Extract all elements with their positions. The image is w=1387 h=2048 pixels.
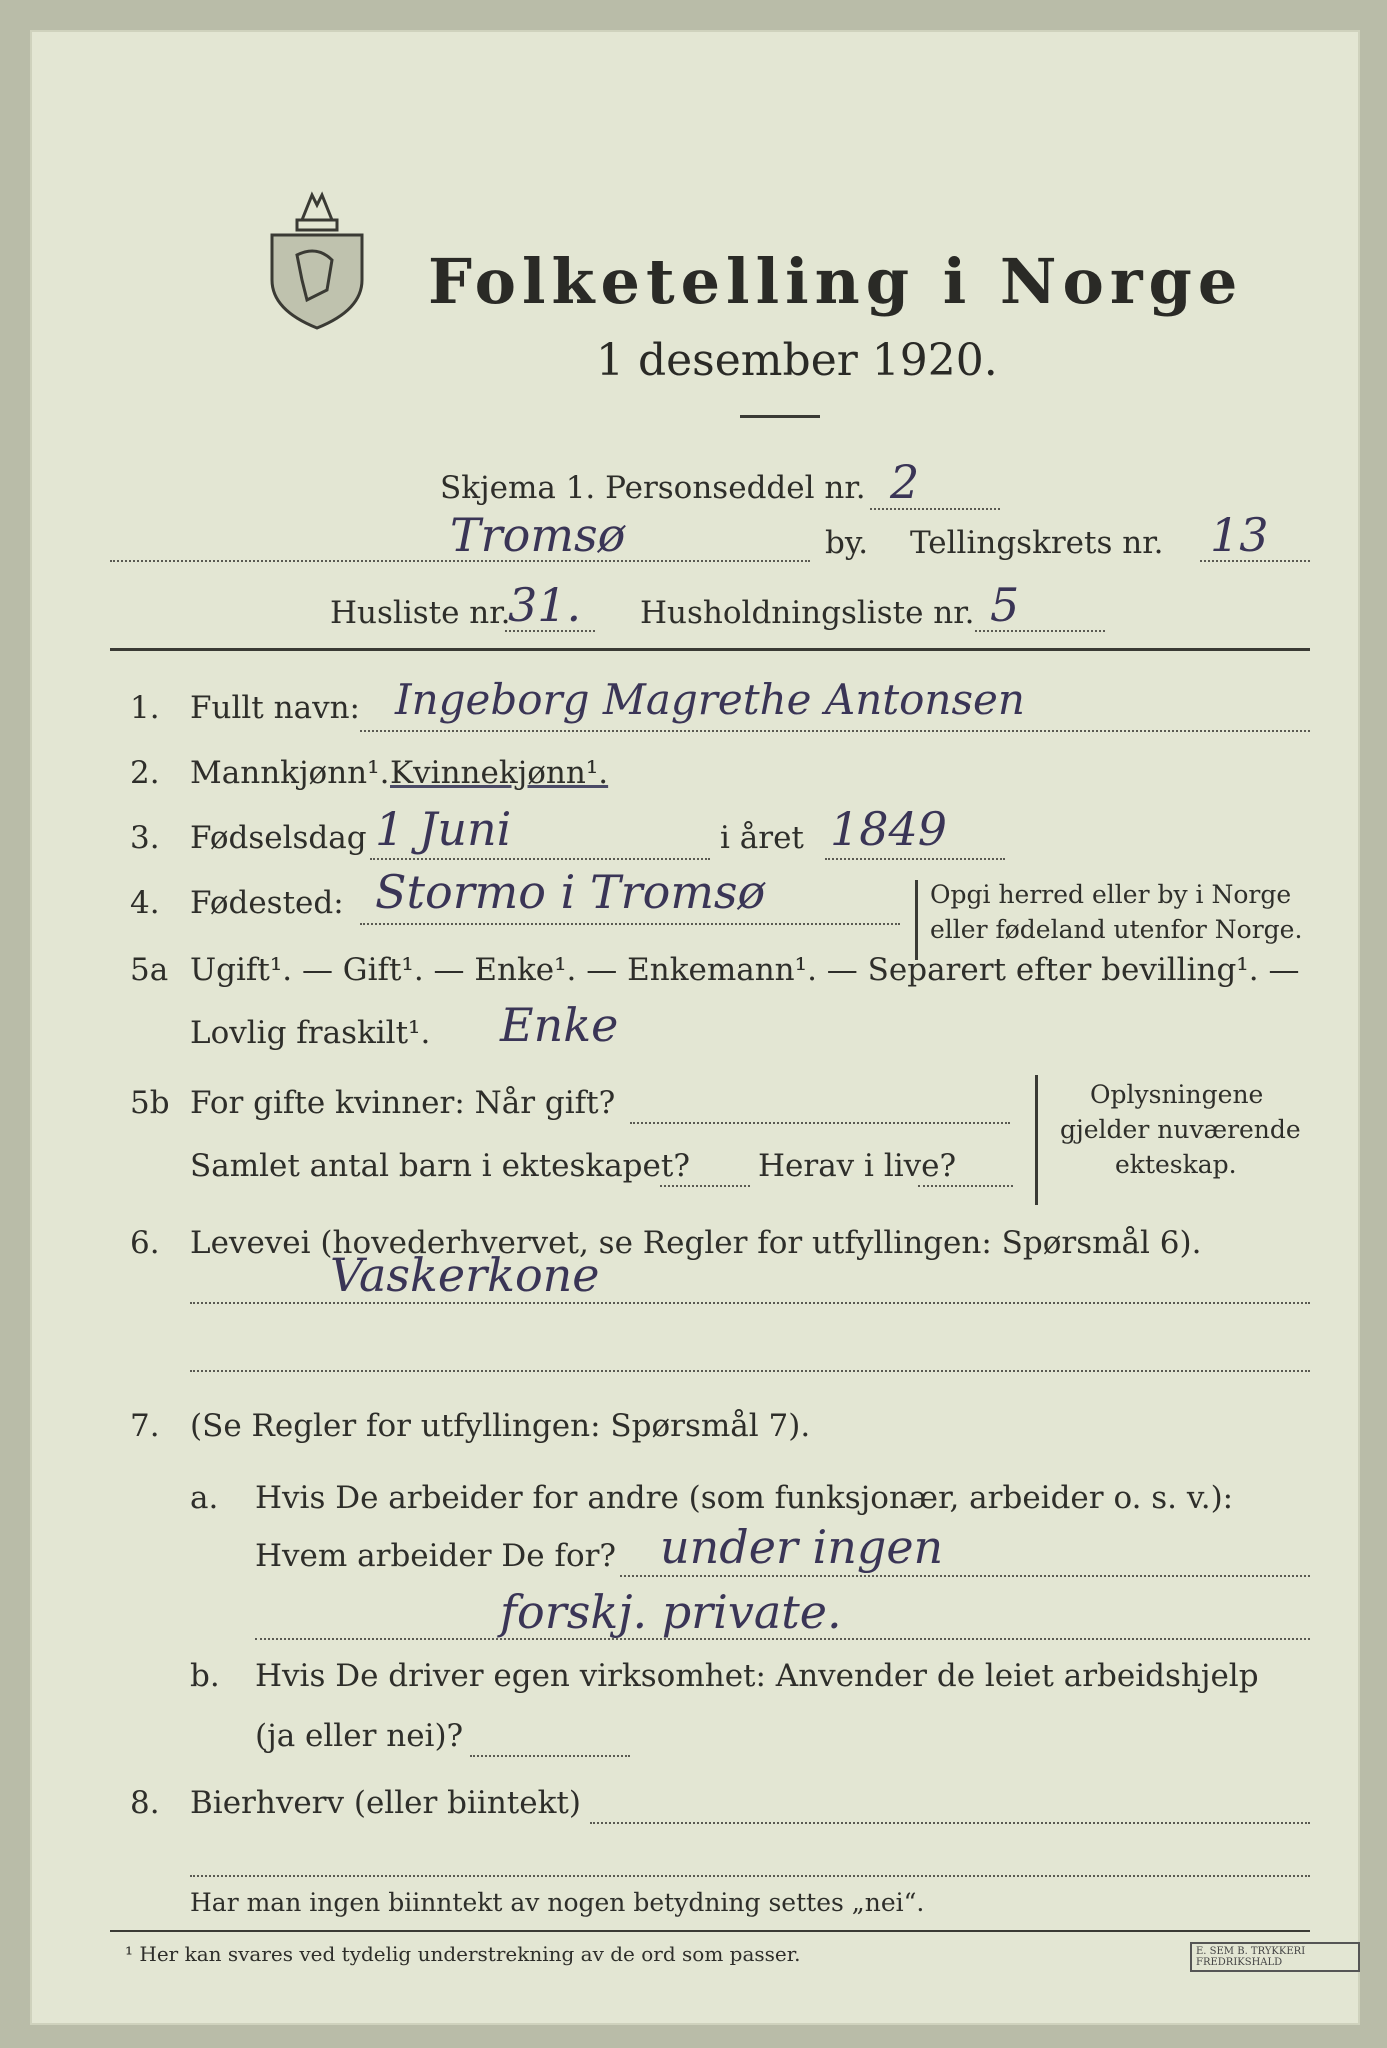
form-title: Folketelling i Norge [428,245,1244,318]
q7-label: (Se Regler for utfyllingen: Spørsmål 7). [190,1408,811,1444]
q4-note-1: Opgi herred eller by i Norge [930,880,1292,909]
q4-label: Fødested: [190,885,344,921]
q7b-question: (ja eller nei)? [255,1718,464,1754]
tellingskrets-label: Tellingskrets nr. [910,525,1164,561]
q6-occupation-value[interactable]: Vaskerkone [330,1248,600,1302]
coat-of-arms-icon [262,180,372,330]
q6-number: 6. [130,1225,160,1261]
q4-number: 4. [130,885,160,921]
q2-mann[interactable]: Mannkjønn¹. [190,755,390,791]
q7b-text: Hvis De driver egen virksomhet: Anvender de leiet arbeidshjelp [255,1658,1259,1694]
q2-number: 2. [130,755,160,791]
q5b-bracket [1035,1075,1038,1205]
q5b-children: Samlet antal barn i ekteskapet? [190,1148,690,1184]
q7b-line [470,1755,630,1757]
q5a-options[interactable]: Ugift¹. — Gift¹. — Enke¹. — Enkemann¹. — Separert efter bevilling¹. — [190,952,1300,988]
q8-line-1 [590,1822,1310,1824]
q3-year-value[interactable]: 1849 [830,802,948,856]
skjema-label: Skjema 1. Personseddel nr. [440,470,866,506]
q1-line [360,730,1310,732]
town-value[interactable]: Tromsø [450,508,626,562]
census-form [30,30,1360,2025]
q7a-employer-value-2[interactable]: forskj. private. [500,1585,842,1639]
q3-label: Fødselsdag [190,820,367,856]
footnote: ¹ Her kan svares ved tydelig understrekning av de ord som passer. [125,1942,801,1966]
q8-label: Bierhverv (eller biintekt) [190,1785,581,1821]
footer-rule [110,1930,1310,1932]
q8-line-2 [190,1875,1310,1877]
q7a-text: Hvis De arbeider for andre (som funksjonær, arbeider o. s. v.): [255,1480,1234,1516]
q5b-alive-line [918,1185,1013,1187]
q1-label: Fullt navn: [190,690,360,726]
q3-year-line [825,858,1005,860]
husliste-value[interactable]: 31. [508,578,582,632]
q5b-when-line [630,1122,1010,1124]
q7a-line-1 [620,1575,1310,1577]
q5a-fraskilt[interactable]: Lovlig fraskilt¹. [190,1015,431,1051]
q7b-number: b. [190,1658,220,1694]
tellingskrets-value[interactable]: 13 [1210,508,1269,562]
q7-number: 7. [130,1408,160,1444]
q4-birthplace-value[interactable]: Stormo i Tromsø [375,865,766,919]
q3-day-line [370,858,710,860]
q5a-value[interactable]: Enke [500,998,619,1052]
q3-number: 3. [130,820,160,856]
footer-note: Har man ingen biinntekt av nogen betydning settes „nei“. [190,1888,925,1917]
q8-number: 8. [130,1785,160,1821]
q1-full-name[interactable]: Ingeborg Magrethe Antonsen [395,675,1025,724]
q6-label: Levevei (hovederhvervet, se Regler for utfyllingen: Spørsmål 6). [190,1225,1202,1261]
q6-line-2 [190,1370,1310,1372]
printer-stamp: E. SEM B. TRYKKERI FREDRIKSHALD [1190,1942,1360,1972]
q7a-number: a. [190,1480,219,1516]
q5b-when-married: For gifte kvinner: Når gift? [190,1085,616,1121]
q3-year-label: i året [720,820,804,856]
q1-number: 1. [130,690,160,726]
q2-kvinne[interactable]: Kvinnekjønn¹. [390,755,609,791]
q5b-note-3: ekteskap. [1115,1150,1237,1179]
census-date: 1 desember 1920. [596,335,998,386]
husholdning-label: Husholdningsliste nr. [640,595,975,631]
q3-day-value[interactable]: 1 Juni [375,802,512,856]
personseddel-value[interactable]: 2 [890,455,920,509]
q5b-alive: Herav i live? [758,1148,957,1184]
q5a-number: 5a [130,952,169,988]
husliste-label: Husliste nr. [330,595,511,631]
by-label: by. [825,525,869,561]
q5b-number: 5b [130,1085,170,1121]
q4-note-2: eller fødeland utenfor Norge. [930,915,1303,944]
q5b-children-line [660,1185,750,1187]
q6-line-1 [190,1302,1310,1304]
q4-line [360,923,900,925]
husholdning-value[interactable]: 5 [990,578,1020,632]
q4-bracket [915,880,918,960]
q5b-note-2: gjelder nuværende [1060,1115,1301,1144]
q7a-employer-value[interactable]: under ingen [660,1520,944,1574]
divider [740,415,820,418]
header-rule [110,648,1310,651]
q5b-note-1: Oplysningene [1090,1080,1264,1109]
q7a-question: Hvem arbeider De for? [255,1538,617,1574]
